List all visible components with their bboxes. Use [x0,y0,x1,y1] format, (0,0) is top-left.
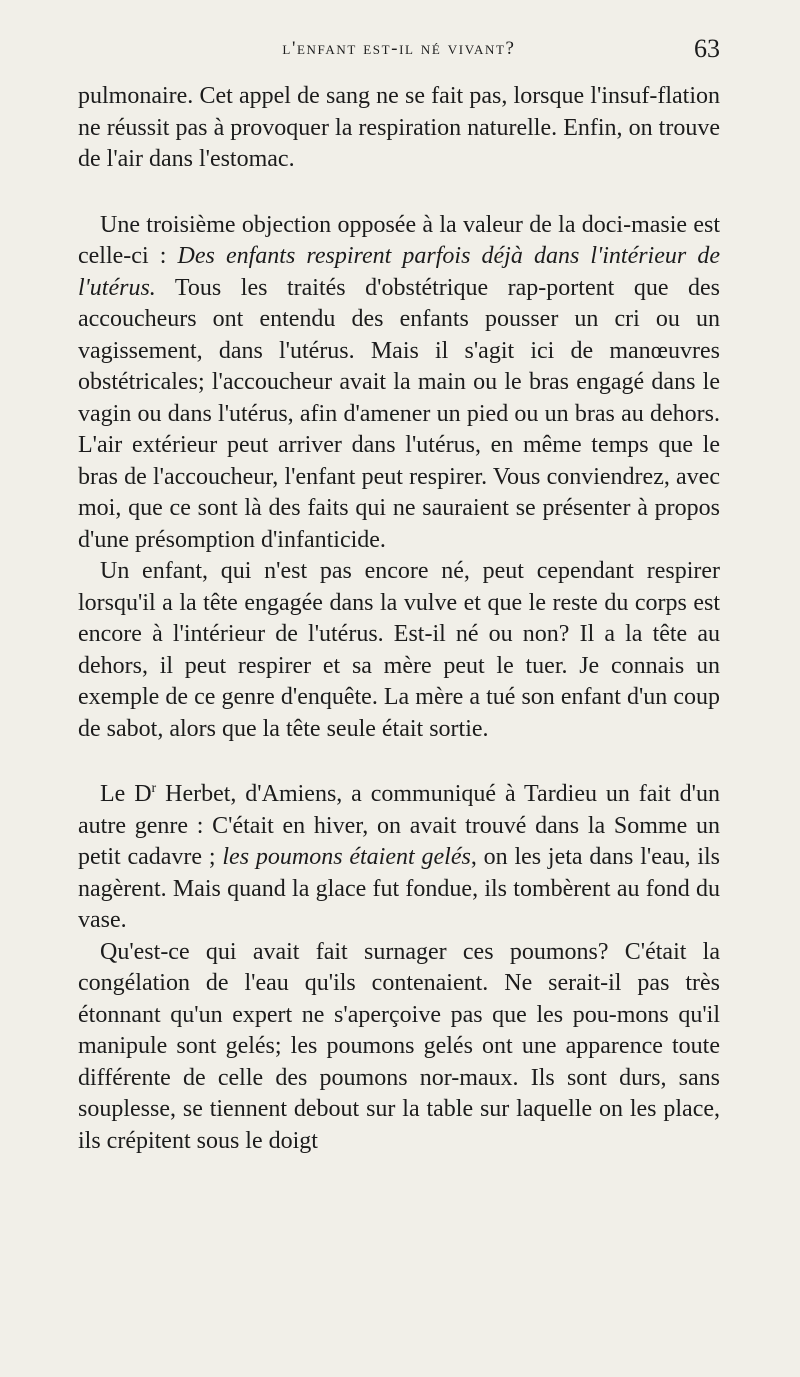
paragraph-frozen-lungs: Qu'est-ce qui avait fait surnager ces poumons? C'était la congélation de l'eau qu'ils contenaient. Ne serait-il pas très étonnant qu'un expert ne s'aperçoive pas que les pou-mons qu'il manipule sont gelés; les poumons gelés ont une apparence toute différente de celle des poumons nor-maux. Ils sont durs, sans souplesse, se tiennent debout sur la table sur laquelle on les place, ils crépitent sous le doigt [78,938,720,1154]
paragraph-text-part: Le D [100,781,152,807]
paragraph-unborn-child: Un enfant, qui n'est pas encore né, peut cependant respirer lorsqu'il a la tête engagée dans la vulve et que le reste du corps est encore à l'intérieur de l'utérus. Est-il né ou non? Il a la tête au dehors, il peut respirer et sa mère peut le tuer. Je connais un exemple de ce genre d'enquête. La mère a tué son enfant d'un coup de sabot, alors que la tête seule était sortie. [78,558,720,742]
superscript: r [151,781,157,796]
running-title: l'enfant est-il né vivant? [282,38,516,59]
paragraph-text-part: Une troisième objection opposée à la valeur de la doci-masie est celle-ci : [78,211,720,269]
paragraph-continued: pulmonaire. Cet appel de sang ne se fait pas, lorsque l'insuf-flation ne réussit pas à provoquer la respiration naturelle. Enfin, on trouve de l'air dans l'estomac. [78,83,720,172]
paragraph-third-objection [78,210,720,557]
paragraph-text-part: Herbet, d'Amiens, a communiqué à Tardieu un fait d'un autre genre : C'était en hiver, on avait trouvé dans la Somme un petit cadavre ; [78,781,720,870]
paragraph-herbet-case [78,779,720,937]
paragraph-text-part: Tous les traités d'obstétrique rap-portent que des accoucheurs ont entendu des enfants pousser un cri ou un vagissement, dans l'utérus. Mais il s'agit ici de manœuvres obstétricales; l'accoucheur avait la main ou le bras engagé dans le vagin ou dans l'utérus, afin d'amener un pied ou un bras au dehors. L'air extérieur peut arriver dans l'utérus, en même temps que le bras de l'accoucheur, l'enfant peut respirer. Vous conviendrez, avec moi, que ce sont là des faits qui ne sauraient se présenter à propos d'une présomption d'infanticide. [78,274,720,553]
italic-phrase: les poumons étaient gelés [222,844,471,870]
paragraph-gap [78,745,720,779]
paragraph-text-part: , on les jeta dans l'eau, ils nagèrent. Mais quand la glace fut fondue, ils tombèrent au fond du vase. [78,844,720,933]
paragraph-gap [78,176,720,210]
body-text [78,81,720,1157]
running-head [78,34,720,66]
page-number: 63 [694,34,720,63]
italic-quote: Des enfants respirent parfois déjà dans l'intérieur de l'utérus. [78,243,720,301]
